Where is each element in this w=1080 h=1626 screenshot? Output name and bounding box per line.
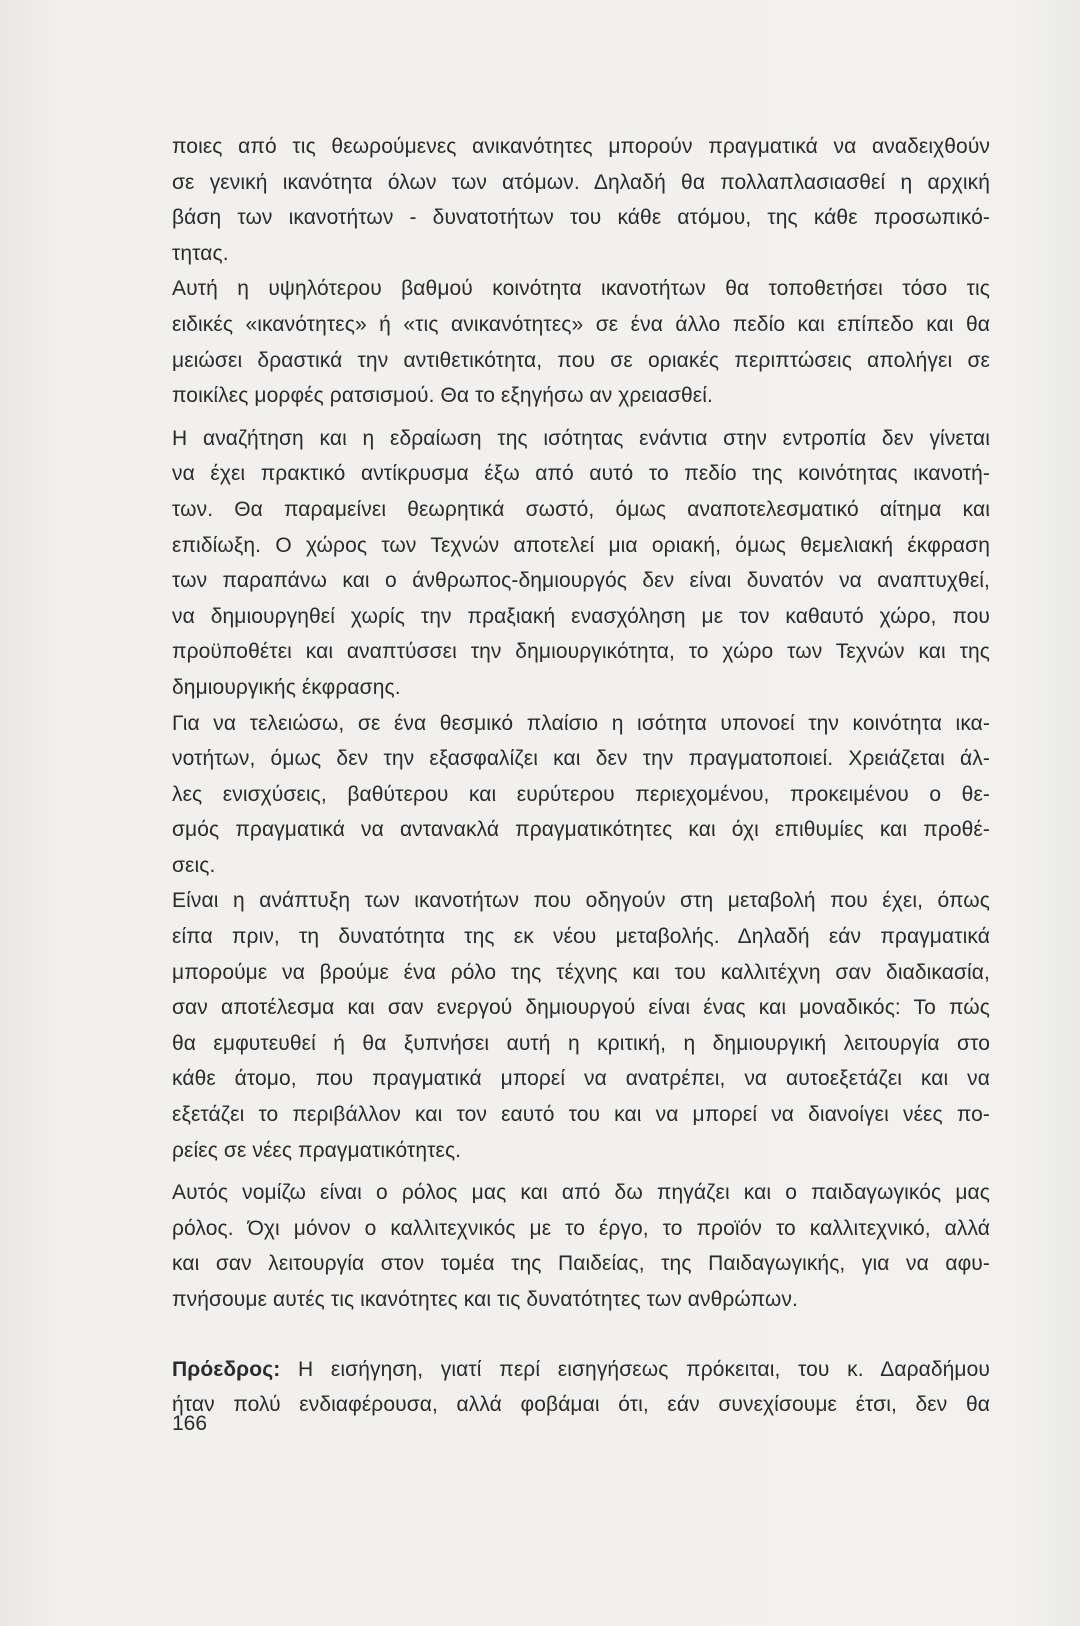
text-line: Η αναζήτηση και η εδραίωση της ισότητας ενάντια στην εντροπία δεν γίνεται [172,426,990,450]
text-line: προϋποθέτει και αναπτύσσει την δημιουργικότητα, το χώρο των Τεχνών και της [172,640,990,664]
text-line: να έχει πρακτικό αντίκρυσμα έξω από αυτό το πεδίο της κοινότητας ικανοτή- [172,462,990,486]
paragraph [172,421,990,706]
paragraph [172,271,990,413]
page-number: 166 [172,1412,208,1435]
paragraph [172,129,990,271]
text-line: σεις. [172,853,216,877]
text-line: σμός πραγματικά να αντανακλά πραγματικότητες και όχι επιθυμίες και προθέ- [172,818,990,842]
text-line: ήταν πολύ ενδιαφέρουσα, αλλά φοβάμαι ότι, εάν συνεχίσουμε έτσι, δεν θα [172,1393,990,1417]
speaker-text: Η εισήγηση, γιατί περί εισηγήσεως πρόκειται, του κ. Δαραδήμου [298,1357,990,1381]
text-line: των παραπάνω και ο άνθρωπος-δημιουργός δεν είναι δυνατόν να αναπτυχθεί, [172,569,990,593]
text-line: θα εμφυτευθεί ή θα ξυπνήσει αυτή η κριτική, η δημιουργική λειτουργία στο [172,1031,990,1055]
body-text [172,129,990,1423]
paragraph [172,1175,990,1317]
paragraph-gap [172,1168,990,1175]
paragraph-gap [172,1318,990,1352]
speaker-label: Πρόεδρος: [172,1357,281,1381]
text-line: μπορούμε να βρούμε ένα ρόλο της τέχνης και του καλλιτέχνη σαν διαδικασία, [172,960,990,984]
text-line: επιδίωξη. Ο χώρος των Τεχνών αποτελεί μια οριακή, όμως θεμελιακή έκφραση [172,533,990,557]
text-line: πνήσουμε αυτές τις ικανότητες και τις δυνατότητες των ανθρώπων. [172,1288,798,1311]
text-line: ειδικές «ικανότητες» ή «τις ανικανότητες» σε ένα άλλο πεδίο και επίπεδο και θα [172,312,990,336]
text-line: νοτήτων, όμως δεν την εξασφαλίζει και δεν την πραγματοποιεί. Χρειάζεται άλ- [172,747,990,771]
text-line: βάση των ικανοτήτων - δυνατοτήτων του κάθε ατόμου, της κάθε προσωπικό- [172,206,990,230]
text-line: Αυτός νομίζω είναι ο ρόλος μας και από δω πηγάζει και ο παιδαγωγικός μας [172,1181,990,1205]
text-line: Για να τελειώσω, σε ένα θεσμικό πλαίσιο η ισότητα υπονοεί την κοινότητα ικα- [172,711,990,735]
text-line: λες ενισχύσεις, βαθύτερου και ευρύτερου περιεχομένου, προκειμένου ο θε- [172,782,990,806]
text-line: είπα πριν, τη δυνατότητα της εκ νέου μεταβολής. Δηλαδή εάν πραγματικά [172,925,990,949]
paragraph-gap [172,414,990,421]
text-line: σαν αποτέλεσμα και σαν ενεργού δημιουργού είναι ένας και μοναδικός: Το πώς [172,996,990,1020]
text-line: μειώσει δραστικά την αντιθετικότητα, που σε οριακές περιπτώσεις απολήγει σε [172,348,990,372]
text-line: δημιουργικής έκφρασης. [172,675,401,699]
paragraph [172,883,990,1168]
text-line: ποικίλες μορφές ρατσισμού. Θα το εξηγήσω αν χρειασθεί. [172,384,713,408]
text-line: εξετάζει το περιβάλλον και τον εαυτό του και να μπορεί να διανοίγει νέες πο- [172,1103,990,1127]
text-line: ρόλος. Όχι μόνον ο καλλιτεχνικός με το έργο, το προϊόν το καλλιτεχνικό, αλλά [172,1216,990,1240]
speaker-paragraph [172,1352,990,1423]
text-line: σε γενική ικανότητα όλων των ατόμων. Δηλαδή θα πολλαπλασιασθεί η αρχική [172,170,990,194]
text-line: Είναι η ανάπτυξη των ικανοτήτων που οδηγούν στη μεταβολή που έχει, όπως [172,889,990,913]
text-line: Αυτή η υψηλότερου βαθμού κοινότητα ικανοτήτων θα τοποθετήσει τόσο τις [172,277,990,301]
text-line: και σαν λειτουργία στον τομέα της Παιδείας, της Παιδαγωγικής, για να αφυ- [172,1252,990,1276]
text-line [172,1352,990,1388]
text-line: ποιες από τις θεωρούμενες ανικανότητες μπορούν πραγματικά να αναδειχθούν [172,135,990,158]
text-line: των. Θα παραμείνει θεωρητικά σωστό, όμως αναποτελεσματικό αίτημα και [172,497,990,521]
text-line: κάθε άτομο, που πραγματικά μπορεί να ανατρέπει, να αυτοεξετάζει και να [172,1067,990,1091]
text-line: τητας. [172,241,229,265]
paragraph [172,706,990,884]
text-line: να δημιουργηθεί χωρίς την πραξιακή ενασχόληση με τον καθαυτό χώρο, που [172,604,990,628]
text-line: ρείες σε νέες πραγματικότητες. [172,1138,462,1162]
